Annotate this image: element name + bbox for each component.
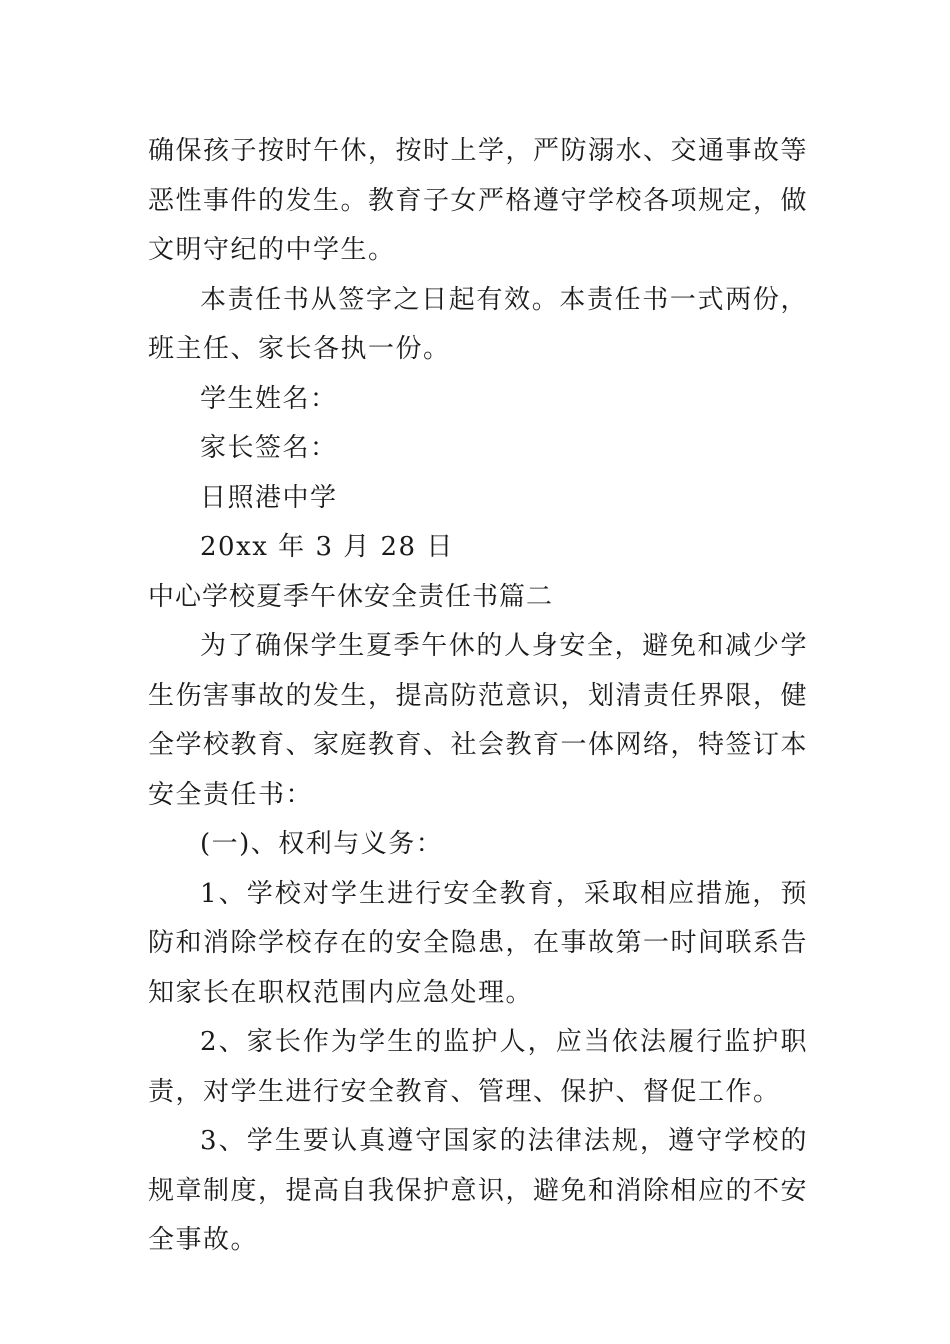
section-heading: 中心学校夏季午休安全责任书篇二 [148, 581, 554, 612]
paragraph-purpose: 为了确保学生夏季午休的人身安全，避免和减少学生伤害事故的发生，提高防范意识，划清责任界限，健全学校教育、家庭教育、社会教育一体网络，特签订本安全责任书： [148, 631, 809, 810]
paragraph-validity: 本责任书从签字之日起有效。本责任书一式两份，班主任、家长各执一份。 [148, 284, 808, 364]
clause-student: 3、学生要认真遵守国家的法律法规，遵守学校的规章制度，提高自我保护意识，避免和消除相应的不安全事故。 [148, 1126, 809, 1255]
school-name: 日照港中学 [200, 482, 338, 513]
signing-date: 20xx 年 3 月 28 日 [200, 532, 454, 562]
clause-parent: 2、家长作为学生的监护人，应当依法履行监护职责，对学生进行安全教育、管理、保护、督促工作。 [148, 1027, 808, 1107]
document-body [148, 127, 808, 1266]
student-name-field: 学生姓名： [200, 383, 338, 414]
paragraph-safety-duties: 确保孩子按时午休，按时上学，严防溺水、交通事故等恶性事件的发生。教育子女严格遵守学校各项规定，做文明守纪的中学生。 [148, 136, 809, 265]
clause-school: 1、学校对学生进行安全教育，采取相应措施，预防和消除学校存在的安全隐患，在事故第一时间联系告知家长在职权范围内应急处理。 [148, 878, 809, 1008]
subheading-rights-duties: (一)、权利与义务： [200, 829, 444, 859]
parent-signature-field: 家长签名： [200, 433, 338, 463]
